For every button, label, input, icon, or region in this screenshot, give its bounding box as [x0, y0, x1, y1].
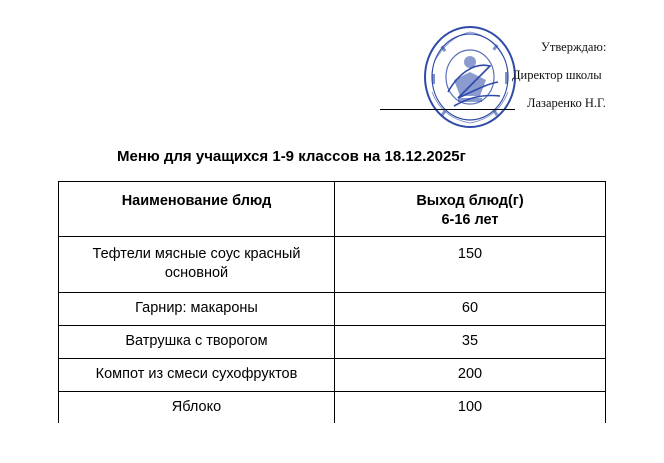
table-row-yield: 60	[461, 300, 479, 316]
table-row-dish: Тефтели мясные соус красный	[92, 246, 301, 262]
table-row-dish-cont: основной	[164, 265, 229, 281]
table-row-dish: Компот из смеси сухофруктов	[95, 366, 298, 382]
table-row-dish: Гарнир: макароны	[135, 300, 258, 316]
table-row-yield: 100	[457, 399, 483, 415]
row-divider	[58, 358, 606, 359]
header-yield: Выход блюд(г)	[416, 193, 524, 209]
table-row-dish: Яблоко	[171, 399, 222, 415]
row-divider	[58, 236, 606, 237]
row-divider	[58, 292, 606, 293]
signature-line	[380, 109, 515, 110]
approval-position: Директор школы	[512, 68, 602, 82]
row-divider	[58, 325, 606, 326]
table-border-top	[58, 181, 606, 182]
table-row-yield: 150	[457, 246, 483, 262]
row-divider	[58, 391, 606, 392]
table-border-right	[605, 181, 606, 423]
page-title: Меню для учащихся 1-9 классов на 18.12.2025г	[117, 148, 466, 165]
table-row-dish: Ватрушка с творогом	[125, 333, 268, 349]
header-age: 6-16 лет	[441, 212, 499, 228]
table-row-yield: 200	[457, 366, 483, 382]
approval-heading: Утверждаю:	[541, 40, 607, 54]
table-row-yield: 35	[461, 333, 479, 349]
school-seal-stamp	[418, 22, 518, 134]
header-dish: Наименование блюд	[121, 193, 272, 209]
menu-table	[58, 181, 606, 423]
approval-name: Лазаренко Н.Г.	[527, 96, 606, 110]
